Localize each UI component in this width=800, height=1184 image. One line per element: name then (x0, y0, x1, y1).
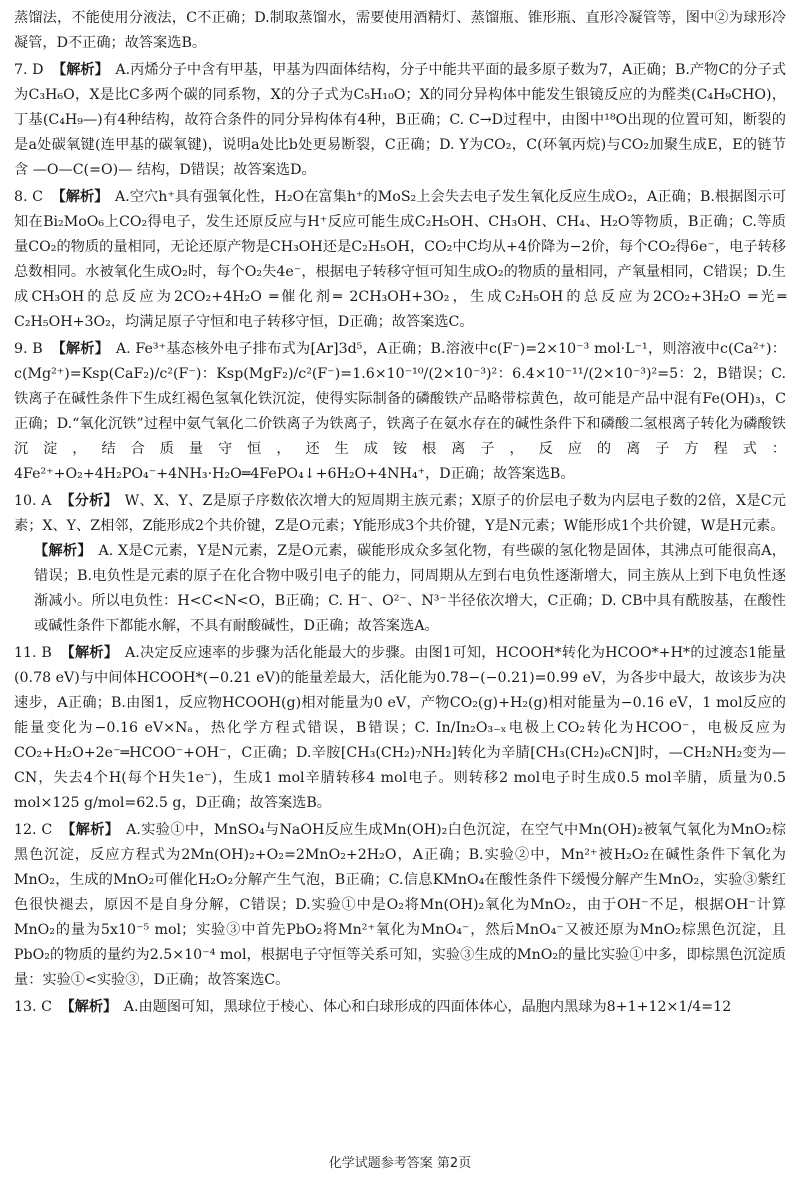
question-10-explanation-text: A. X是C元素，Y是N元素，Z是O元素，碳能形成众多氢化物，有些碳的氢化物是固体，其沸点可能很高A，错误；B.电负性是元素的原子在化合物中吸引电子的能力，同周期从左到右电负性逐渐增大，同主族从上到下电负性逐渐减小。所以电负性：H<C<N<O，B正确；C. H⁻、O²⁻、N³⁻半径依次增大，C正确；D. CB中具有酰胺基，在酸性或碱性条件下都能水解，不具有耐酸碱性，D正确；故答案选A。 (34, 543, 786, 634)
question-11 (14, 641, 786, 816)
question-13-tag: 【解析】 (60, 999, 118, 1015)
question-12-tag: 【解析】 (61, 822, 120, 838)
question-11-tag: 【解析】 (60, 645, 119, 661)
question-13-text: A.由题图可知，黑球位于棱心、体心和白球形成的四面体体心，晶胞内黑球为8+1+12×1/4=12 (123, 999, 732, 1015)
question-11-text: A.决定反应速率的步骤为活化能最大的步骤。由图1可知，HCOOH*转化为HCOO*+H*的过渡态1能量(0.78 eV)与中间体HCOOH*(−0.21 eV)的能量差最大，活化能为0.78−(−0.21)=0.99 eV，为各步中最大，故该步为决速步，A正确；B.由图1，反应物HCOOH(g)相对能量为0 eV，产物CO₂(g)+H₂(g)相对能量为−0.16 eV，1 mol反应的能量变化为−0.16 eV×Nₐ，热化学方程式错误，B错误；C. In/In₂O₃₋ₓ电极上CO₂转化为HCOO⁻，电极反应为CO₂+H₂O+2e⁻═HCOO⁻+OH⁻，C正确；D.辛胺[CH₃(CH₂)₇NH₂]转化为辛腈[CH₃(CH₂)₆CN]时，—CH₂NH₂变为—CN，失去4个H(每个H失1e⁻)，生成1 mol辛腈转移4 mol电子。则转移2 mol电子时生成0.5 mol辛腈，质量为0.5 mol×125 g/mol=62.5 g，D正确；故答案选B。 (14, 645, 786, 811)
question-8-tag: 【解析】 (51, 189, 109, 205)
question-9 (14, 337, 786, 487)
question-10-analysis-tag: 【分析】 (60, 493, 118, 509)
question-7-text: A.丙烯分子中含有甲基，甲基为四面体结构，分子中能共平面的最多原子数为7，A正确；B.产物C的分子式为C₃H₆O，X是比C多两个碳的同系物，X的分子式为C₅H₁₀O；X的同分异构体中能发生银镜反应的为醛类(C₄H₉CHO)，丁基(C₄H₉—)有4种结构，故符合条件的同分异构体有4种，B正确；C. C→D过程中，由图中¹⁸O出现的位置可知，断裂的是a处碳氧键(连甲基的碳氧键)，说明a处比b处更易断裂，C正确；D. Y为CO₂，C(环氧丙烷)与CO₂加聚生成E，E的链节含 —O—C(=O)— 结构，D错误；故答案选D。 (14, 62, 787, 178)
question-7-number: 7. D (14, 62, 44, 78)
question-7-tag: 【解析】 (51, 62, 109, 78)
question-9-number: 9. B (14, 341, 43, 357)
question-10-number: 10. A (14, 493, 52, 509)
question-7 (14, 58, 786, 183)
question-8-text: A.空穴h⁺具有强氧化性，H₂O在富集h⁺的MoS₂上会失去电子发生氧化反应生成O₂，A正确；B.根据图示可知在Bi₂MoO₆上CO₂得电子，发生还原反应与H⁺反应可能生成C₂H₅OH、CH₃OH、CH₄、H₂O等物质，B正确；C.等质量CO₂的物质的量相同，无论还原产物是CH₃OH还是C₂H₅OH，CO₂中C均从+4价降为−2价，每个CO₂得6e⁻，电子转移总数相同。水被氧化生成O₂时，每个O₂失4e⁻，根据电子转移守恒可知生成O₂的物质的量相同，产氧量相同，C错误；D.生成CH₃OH的总反应为2CO₂+4H₂O ═催化剂═ 2CH₃OH+3O₂，生成C₂H₅OH的总反应为2CO₂+3H₂O ═光═ C₂H₅OH+3O₂，均满足原子守恒和电子转移守恒，D正确；故答案选C。 (14, 189, 787, 330)
question-10-analysis-text: W、X、Y、Z是原子序数依次增大的短周期主族元素；X原子的价层电子数为内层电子数的2倍，X是C元素；X、Y、Z相邻，Z能形成2个共价键，Z是O元素；Y能形成3个共价键，Y是N元素；W能形成1个共价键，W是H元素。 (14, 493, 786, 534)
question-8-number: 8. C (14, 189, 43, 205)
question-11-number: 11. B (14, 645, 52, 661)
question-9-tag: 【解析】 (51, 341, 110, 357)
intro-paragraph: 蒸馏法，不能使用分液法，C不正确；D.制取蒸馏水，需要使用酒精灯、蒸馏瓶、锥形瓶、直形冷凝管等，图中②为球形冷凝管，D不正确；故答案选B。 (14, 10, 786, 51)
page-footer: 化学试题参考答案 第2页 (328, 1156, 472, 1171)
question-10-explanation-tag: 【解析】 (34, 543, 92, 559)
question-9-text: A. Fe³⁺基态核外电子排布式为[Ar]3d⁵，A正确；B.溶液中c(F⁻)=2×10⁻³ mol·L⁻¹，则溶液中c(Ca²⁺)：c(Mg²⁺)=Ksp(CaF₂)/c²(F⁻)：Ksp(MgF₂)/c²(F⁻)=1.6×10⁻¹⁰/(2×10⁻³)²：6.4×10⁻¹¹/(2×10⁻³)²=5：2，B错误；C.铁离子在碱性条件下生成红褐色氢氧化铁沉淀，使得实际制备的磷酸铁产品略带棕黄色，故可能是产品中混有Fe(OH)₃，C正确；D.“氧化沉铁”过程中氨气氧化二价铁离子为铁离子，铁离子在氨水存在的碱性条件下和磷酸二氢根离子转化为磷酸铁沉淀，结合质量守恒，还生成铵根离子，反应的离子方程式：4Fe²⁺+O₂+4H₂PO₄⁻+4NH₃·H₂O═4FePO₄↓+6H₂O+4NH₄⁺，D正确；故答案选B。 (14, 341, 786, 482)
question-10-explanation (14, 539, 786, 639)
question-13 (14, 995, 786, 1020)
question-10 (14, 489, 786, 539)
question-12-text: A.实验①中，MnSO₄与NaOH反应生成Mn(OH)₂白色沉淀，在空气中Mn(OH)₂被氧气氧化为MnO₂棕黑色沉淀，反应方程式为2Mn(OH)₂+O₂=2MnO₂+2H₂O，A正确；B.实验②中，Mn²⁺被H₂O₂在碱性条件下氧化为MnO₂，生成的MnO₂可催化H₂O₂分解产生气泡，B正确；C.信息KMnO₄在酸性条件下缓慢分解产生MnO₂，实验③紫红色很快褪去，原因不是自身分解，C错误；D.实验①中是O₂将Mn(OH)₂氧化为MnO₂，由于OH⁻不足，根据OH⁻计算MnO₂的量为5x10⁻⁵ mol；实验③中首先PbO₂将Mn²⁺氧化为MnO₄⁻，然后MnO₄⁻又被还原为MnO₂棕黑色沉淀，且PbO₂的物质的量约为2.5×10⁻⁴ mol，根据电子守恒等关系可知，实验③生成的MnO₂的量比实验①中多，即棕黑色沉淀质量：实验①<实验③，D正确；故答案选C。 (14, 822, 786, 988)
question-13-number: 13. C (14, 999, 52, 1015)
question-12 (14, 818, 786, 993)
question-8 (14, 185, 786, 335)
question-12-number: 12. C (14, 822, 53, 838)
